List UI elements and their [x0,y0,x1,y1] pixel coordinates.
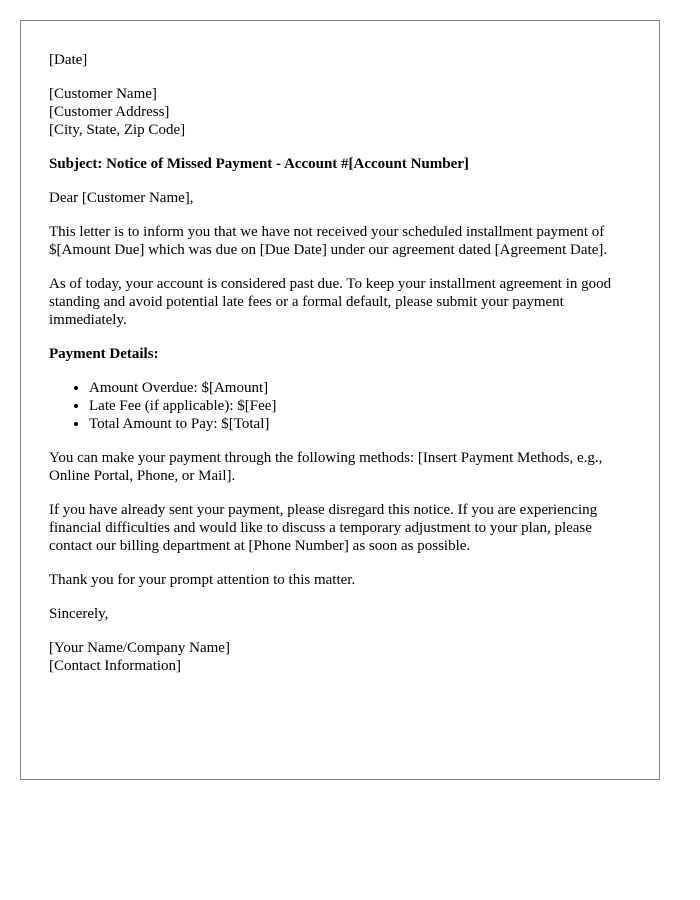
recipient-name: [Customer Name] [49,86,157,102]
recipient-address-block [49,85,631,139]
letter-date [49,51,631,69]
date-text: [Date] [49,52,88,68]
recipient-address: [Customer Address] [49,104,170,120]
thank-you-paragraph: Thank you for your prompt attention to this matter. [49,572,356,588]
letter-page [20,20,660,780]
signature-name: [Your Name/Company Name] [49,640,230,656]
recipient-city-state-zip: [City, State, Zip Code] [49,122,186,138]
hardship-paragraph: If you have already sent your payment, please disregard this notice. If you are experiencing financial difficulties and would like to discuss a temporary adjustment to your plan, please contact our billing department at [Phone Number] as soon as possible. [49,502,598,554]
signoff: Sincerely, [49,606,109,622]
payment-detail-late-fee: • Late Fee (if applicable): $[Fee] [89,397,631,415]
payment-details-heading: Payment Details: [49,346,159,362]
payment-details-list [49,379,631,433]
payment-methods-paragraph: You can make your payment through the following methods: [Insert Payment Methods, e.g., Online Portal, Phone, or Mail]. [49,450,603,484]
payment-detail-total: • Total Amount to Pay: $[Total] [89,415,631,433]
payment-detail-amount-overdue: • Amount Overdue: $[Amount] [89,379,631,397]
body-paragraph-1: This letter is to inform you that we have not received your scheduled installment payment of $[Amount Due] which was due on [Due Date] under our agreement dated [Agreement Date]. [49,224,608,258]
signature-block [49,639,631,675]
signature-contact: [Contact Information] [49,658,182,674]
body-paragraph-2: As of today, your account is considered past due. To keep your installment agreement in good standing and avoid potential late fees or a formal default, please submit your payment immediately. [49,276,612,328]
salutation: Dear [Customer Name], [49,190,194,206]
subject-line: Subject: Notice of Missed Payment - Account #[Account Number] [49,156,469,172]
